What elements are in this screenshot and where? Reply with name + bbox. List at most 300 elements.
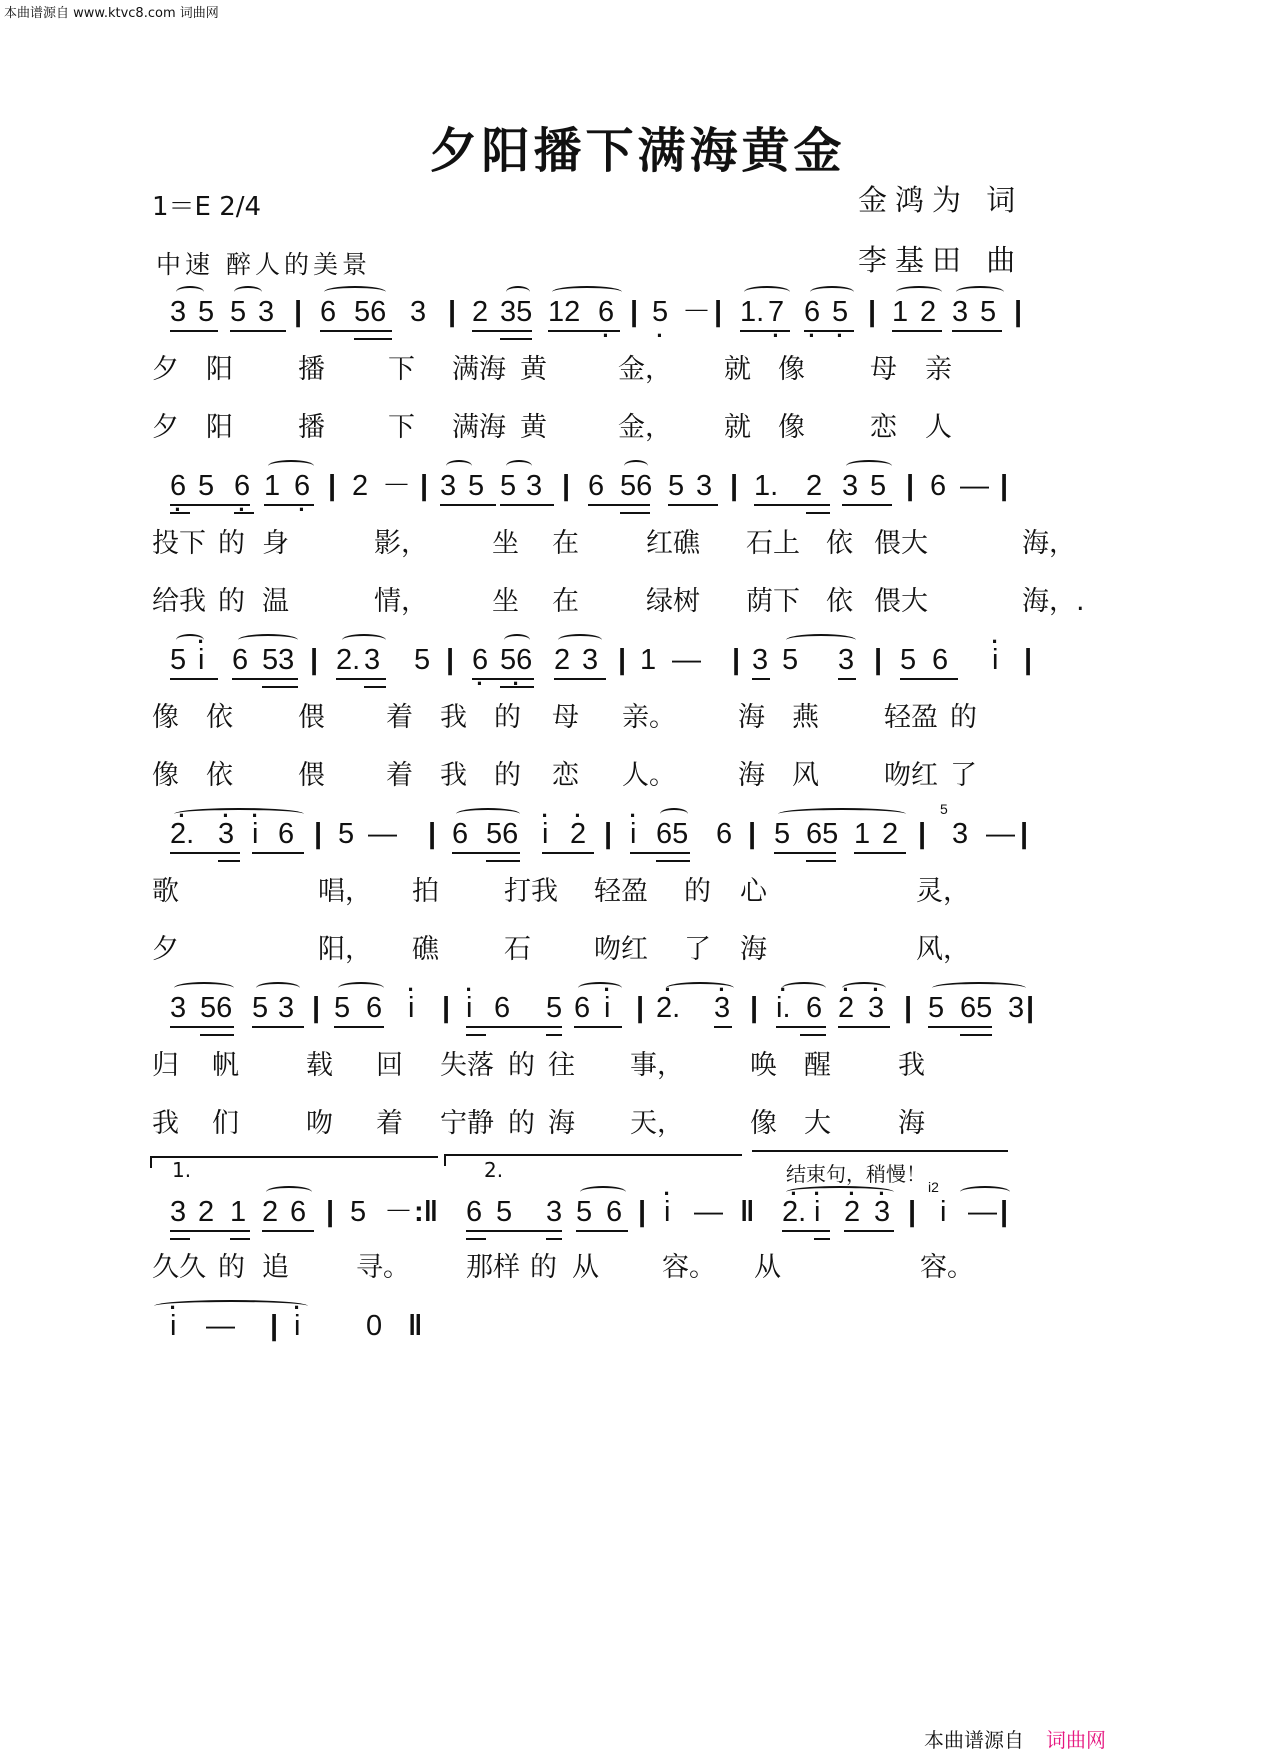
barline: |: [638, 1196, 647, 1228]
lyric-syllable: 偎大: [874, 528, 928, 559]
lyric-syllable: 的: [218, 586, 245, 617]
note: 6: [930, 470, 947, 502]
note: —: [206, 1310, 235, 1342]
barline: |: [442, 992, 451, 1024]
composer-credit: 李基田 曲: [858, 243, 1024, 277]
lyric-syllable: 黄: [520, 354, 547, 385]
lyric-syllable: 着: [386, 760, 413, 791]
note: 5 ·: [832, 292, 848, 332]
beam-underline: [440, 504, 496, 506]
note: 3: [838, 644, 855, 676]
note: · 3: [874, 1192, 890, 1232]
note: 5: [774, 818, 791, 850]
barline: |: [328, 470, 337, 502]
lyric-syllable: 依: [206, 760, 233, 791]
lyric-syllable: 投下: [152, 528, 206, 559]
barline: |: [630, 296, 639, 328]
beam-underline: [452, 852, 520, 854]
beam-underline: [500, 338, 532, 340]
slur: [324, 286, 386, 298]
note: 6 ·: [170, 466, 186, 506]
beam-underline: [170, 330, 218, 332]
barline: |: [874, 644, 883, 676]
note: · i: [408, 988, 414, 1028]
volta-label-1: 1.: [172, 1158, 192, 1182]
lyric-line-verse-2: [0, 1106, 1275, 1146]
notation-row: [170, 466, 1070, 510]
slur: [342, 634, 386, 646]
lyric-syllable: 追: [262, 1252, 289, 1283]
slur: [266, 1186, 312, 1198]
beam-underline: [814, 1238, 830, 1240]
slur: [666, 982, 734, 994]
slur: [660, 808, 688, 820]
note: 6 ·: [472, 640, 488, 680]
note: —: [694, 1196, 723, 1228]
barline: |: [1024, 644, 1033, 676]
lyric-syllable: 给我: [152, 586, 206, 617]
note: 5: [198, 470, 215, 502]
lyricist-credit: 金鸿为 词: [858, 183, 1024, 217]
slur: [338, 982, 384, 994]
lyric-syllable: 那样: [466, 1252, 520, 1283]
lyric-syllable: 金，: [618, 354, 672, 385]
lyric-syllable: 礁: [412, 934, 439, 965]
slur: [624, 460, 648, 472]
note: 1: [230, 1196, 247, 1228]
lyric-syllable: 唱，: [318, 876, 372, 907]
lyric-syllable: 的: [950, 702, 977, 733]
note: 5: [782, 644, 799, 676]
beam-underline: [170, 1026, 234, 1028]
lyric-syllable: 在: [552, 528, 579, 559]
slur: [744, 286, 790, 298]
barline: |: [618, 644, 627, 676]
lyric-syllable: 像: [750, 1108, 777, 1139]
note: 5: [576, 1196, 593, 1228]
note: 3 5: [940, 801, 969, 850]
lyric-syllable: 大: [804, 1108, 831, 1139]
note: 2: [920, 296, 937, 328]
lyric-syllable: 寻。: [356, 1252, 410, 1283]
note: 3: [526, 470, 543, 502]
barline: |: [868, 296, 877, 328]
note: －: [682, 296, 712, 328]
beam-underline: [806, 860, 836, 862]
barline: |: [714, 296, 723, 328]
barline: |: [448, 296, 457, 328]
note: · i: [198, 640, 204, 680]
footer-source-label: 本曲谱源自: [924, 1728, 1024, 1752]
lyric-syllable: 们: [212, 1108, 239, 1139]
slur: [174, 982, 234, 994]
slur: [580, 1186, 626, 1198]
note: i i2: [928, 1179, 947, 1228]
note: 1.: [740, 296, 765, 328]
lyric-syllable: 恋: [870, 412, 897, 443]
ending-note: 结束句，稍慢！: [786, 1162, 926, 1186]
note: · 2: [844, 1192, 860, 1232]
lyric-syllable: 的: [684, 876, 711, 907]
note: 2: [198, 1196, 215, 1228]
beam-underline: [170, 504, 250, 506]
beam-underline: [466, 1238, 486, 1240]
lyric-syllable: 容。: [920, 1252, 974, 1283]
lyric-syllable: 在: [552, 586, 579, 617]
note: 6: [574, 992, 591, 1024]
note: 5: [928, 992, 945, 1024]
beam-underline: [842, 504, 892, 506]
slur: [786, 634, 856, 646]
note: －: [382, 470, 412, 502]
beam-underline: [364, 686, 386, 688]
lyric-syllable: 我: [898, 1050, 925, 1081]
lyric-syllable: 温: [262, 586, 289, 617]
note: · 3: [868, 988, 884, 1028]
lyric-syllable: 歌: [152, 876, 179, 907]
beam-underline: [952, 330, 1002, 332]
lyric-syllable: 石上: [746, 528, 800, 559]
lyric-syllable: 像: [778, 354, 805, 385]
lyric-line-verse-1: [0, 526, 1275, 566]
slur: [456, 808, 520, 820]
lyric-syllable: 归: [152, 1050, 179, 1081]
beam-underline: [252, 1026, 304, 1028]
lyric-syllable: 天，: [630, 1108, 684, 1139]
note: 56 ·: [500, 640, 532, 680]
note: －: [384, 1196, 414, 1228]
note: 5: [414, 644, 431, 676]
note: 56: [200, 992, 233, 1024]
notation-row: [170, 640, 1070, 684]
beam-underline: [262, 1230, 314, 1232]
beam-underline: [546, 1238, 562, 1240]
beam-underline: [232, 678, 298, 680]
lyric-syllable: 石: [504, 934, 531, 965]
barline: |: [310, 644, 319, 676]
note: 6 ·: [234, 466, 250, 506]
lyric-syllable: 着: [386, 702, 413, 733]
note: · i: [664, 1192, 670, 1232]
slur: [176, 286, 204, 298]
lyric-syllable: 下: [388, 412, 415, 443]
lyric-syllable: 海: [740, 934, 767, 965]
beam-underline: [620, 512, 650, 514]
barline: |: [294, 296, 303, 328]
note: 5: [668, 470, 685, 502]
note: 5: [252, 992, 269, 1024]
lyric-syllable: 阳: [206, 412, 233, 443]
barline: |: [1026, 992, 1035, 1024]
note: 3: [546, 1196, 563, 1228]
lyric-syllable: 影，: [374, 528, 428, 559]
note: 5: [500, 470, 517, 502]
lyric-line-verse-2: [0, 932, 1275, 972]
beam-underline: [320, 330, 392, 332]
tempo-expression: 中速 醉人的美景: [156, 250, 371, 279]
lyric-syllable: 失落: [440, 1050, 494, 1081]
note: · 2: [570, 814, 586, 854]
note: · i: [814, 1192, 820, 1232]
lyric-syllable: 依: [206, 702, 233, 733]
lyric-syllable: 偎大: [874, 586, 928, 617]
lyric-syllable: 母: [552, 702, 579, 733]
beam-underline: [714, 1026, 732, 1028]
lyric-syllable: 海: [548, 1108, 575, 1139]
lyric-syllable: 人。: [622, 760, 676, 791]
lyric-syllable: 风: [792, 760, 819, 791]
note: 6: [932, 644, 949, 676]
beam-underline: [576, 1230, 628, 1232]
note: 6: [588, 470, 605, 502]
lyric-line-verse-2: [0, 584, 1275, 624]
lyric-syllable: 灵，: [916, 876, 970, 907]
beam-underline: [656, 860, 690, 862]
lyric-syllable: 醒: [804, 1050, 831, 1081]
note: 3: [842, 470, 859, 502]
notation-row: [170, 292, 1070, 336]
barline: |: [314, 818, 323, 850]
note: 35: [500, 296, 533, 328]
lyric-syllable: 唤: [750, 1050, 777, 1081]
slur: [238, 634, 298, 646]
beam-underline: [170, 852, 240, 854]
beam-underline: [554, 678, 606, 680]
barline: |: [748, 818, 757, 850]
beam-underline: [806, 512, 830, 514]
note: 3: [170, 992, 187, 1024]
lyric-syllable: 夕: [152, 934, 179, 965]
beam-underline: [336, 678, 386, 680]
lyric-syllable: 播: [298, 412, 325, 443]
beam-underline: [960, 1034, 992, 1036]
note: 6 ·: [294, 466, 310, 506]
beam-underline: [170, 678, 218, 680]
slur: [956, 286, 1004, 298]
beam-underline: [500, 504, 554, 506]
barline: |: [562, 470, 571, 502]
note: 6: [320, 296, 337, 328]
beam-underline: [804, 330, 854, 332]
lyric-syllable: 的: [218, 1252, 245, 1283]
beam-underline: [500, 686, 534, 688]
note: 56: [354, 296, 387, 328]
note: 3: [258, 296, 275, 328]
slur: [506, 286, 530, 298]
beam-underline: [200, 1034, 234, 1036]
barline: ‖: [740, 1196, 755, 1228]
barline: |: [1000, 1196, 1009, 1228]
lyric-syllable: 心: [740, 876, 767, 907]
lyric-syllable: 偎: [298, 702, 325, 733]
lyric-syllable: 回: [376, 1050, 403, 1081]
slur: [960, 1186, 1010, 1198]
lyric-syllable: 坐: [492, 528, 519, 559]
beam-underline: [928, 1026, 992, 1028]
lyric-syllable: 帆: [212, 1050, 239, 1081]
note: 2: [554, 644, 571, 676]
note: 6: [290, 1196, 307, 1228]
beam-underline: [170, 1230, 250, 1232]
lyric-syllable: 像: [152, 760, 179, 791]
note: —: [986, 818, 1015, 850]
beam-underline: [354, 338, 392, 340]
beam-underline: [844, 1230, 894, 1232]
lyric-syllable: 的: [494, 760, 521, 791]
beam-underline: [264, 504, 314, 506]
barline: |: [732, 644, 741, 676]
lyric-syllable: 海: [898, 1108, 925, 1139]
beam-underline: [588, 504, 650, 506]
lyric-syllable: 事，: [630, 1050, 684, 1081]
barline: |: [446, 644, 455, 676]
slur: [256, 982, 300, 994]
lyric-syllable: 坐: [492, 586, 519, 617]
barline: |: [1000, 470, 1009, 502]
note: 5: [230, 296, 247, 328]
watermark-top: 本曲谱源自 www.ktvc8.com 词曲网: [4, 6, 219, 21]
note: 6: [494, 992, 511, 1024]
lyric-syllable: 风，: [916, 934, 970, 965]
barline: |: [730, 470, 739, 502]
lyric-syllable: 海: [738, 760, 765, 791]
beam-underline: [472, 330, 532, 332]
lyric-line-verse-1: [0, 352, 1275, 392]
note: · i: [542, 814, 548, 854]
lyric-syllable: 从: [572, 1252, 599, 1283]
note: · i: [992, 640, 998, 680]
lyric-syllable: 像: [778, 412, 805, 443]
barline: :‖: [414, 1196, 439, 1228]
lyric-line-verse-1: [0, 700, 1275, 740]
notation-row: [170, 1179, 1070, 1236]
note: —: [368, 818, 397, 850]
beam-underline: [334, 1026, 384, 1028]
lyric-syllable: 像: [152, 702, 179, 733]
note: 65: [960, 992, 993, 1024]
barline: |: [1020, 818, 1029, 850]
beam-underline: [170, 1238, 190, 1240]
note: —: [960, 470, 989, 502]
beam-underline: [900, 678, 958, 680]
note: 2: [262, 1196, 279, 1228]
lyric-syllable: 金，: [618, 412, 672, 443]
lyric-syllable: 满海: [452, 412, 506, 443]
lyric-syllable: 恋: [552, 760, 579, 791]
volta-bracket-1: [150, 1156, 438, 1168]
lyric-syllable: 情，: [374, 586, 428, 617]
slur: [842, 982, 886, 994]
lyric-syllable: 了: [684, 934, 711, 965]
slur: [506, 460, 532, 472]
note: 6: [806, 992, 823, 1024]
slur: [504, 634, 530, 646]
note: 6 ·: [598, 292, 614, 332]
note: —: [672, 644, 701, 676]
note: · 3: [218, 814, 234, 854]
lyric-syllable: 的: [530, 1252, 557, 1283]
key-signature: 1＝E 2/4: [152, 192, 262, 222]
note: 3: [364, 644, 381, 676]
lyric-syllable: 夕: [152, 412, 179, 443]
note: 7 ·: [768, 292, 784, 332]
beam-underline: [170, 512, 190, 514]
slur: [176, 634, 204, 646]
note: 5: [900, 644, 917, 676]
lyric-syllable: 依: [826, 528, 853, 559]
slur: [778, 808, 906, 820]
beam-underline: [776, 1026, 826, 1028]
beam-underline: [230, 1238, 250, 1240]
note: 5: [338, 818, 355, 850]
lyric-syllable: 轻盈: [594, 876, 648, 907]
note: 65: [656, 818, 689, 850]
lyric-syllable: 吻: [306, 1108, 333, 1139]
slur: [810, 286, 854, 298]
lyric-syllable: 阳，: [318, 934, 372, 965]
beam-underline: [218, 860, 240, 862]
slur: [786, 1186, 894, 1198]
barline: |: [904, 992, 913, 1024]
lyric-syllable: 容。: [662, 1252, 716, 1283]
note: 6: [278, 818, 295, 850]
note: 3: [1008, 992, 1025, 1024]
lyric-syllable: 依: [826, 586, 853, 617]
barline: |: [312, 992, 321, 1024]
beam-underline: [892, 330, 942, 332]
slur: [932, 982, 1026, 994]
beam-underline: [800, 1034, 826, 1036]
note: 65: [806, 818, 839, 850]
slur: [268, 460, 314, 472]
lyric-syllable: 身: [262, 528, 289, 559]
barline: ‖: [408, 1310, 423, 1342]
lyric-syllable: 的: [494, 702, 521, 733]
note: 5: [468, 470, 485, 502]
note: 2: [882, 818, 899, 850]
note: 6: [366, 992, 383, 1024]
barline: |: [750, 992, 759, 1024]
footer-brand: 词曲网: [1046, 1728, 1106, 1752]
note: · i: [604, 988, 610, 1028]
lyric-syllable: 我: [440, 702, 467, 733]
note: —: [968, 1196, 997, 1228]
note: 5: [980, 296, 997, 328]
slur: [174, 808, 304, 820]
note: 2: [806, 470, 823, 502]
lyric-syllable: 我: [152, 1108, 179, 1139]
note: 3: [696, 470, 713, 502]
note: · i.: [776, 988, 791, 1028]
lyric-syllable: 拍: [412, 876, 439, 907]
beam-underline: [252, 852, 304, 854]
beam-underline: [752, 678, 770, 680]
lyric-syllable: 夕: [152, 354, 179, 385]
notation-row: [170, 1306, 1070, 1350]
note: · 2.: [656, 988, 680, 1028]
grace-note: 5: [940, 801, 948, 817]
note: 0: [366, 1310, 383, 1342]
note: 6: [452, 818, 469, 850]
beam-underline: [234, 512, 254, 514]
lyric-syllable: 海，: [1022, 528, 1076, 559]
note: 3: [952, 296, 969, 328]
note: 56: [620, 470, 653, 502]
note: 5: [198, 296, 215, 328]
lyric-syllable: 吻红: [594, 934, 648, 965]
note: 1: [854, 818, 871, 850]
barline: |: [918, 818, 927, 850]
